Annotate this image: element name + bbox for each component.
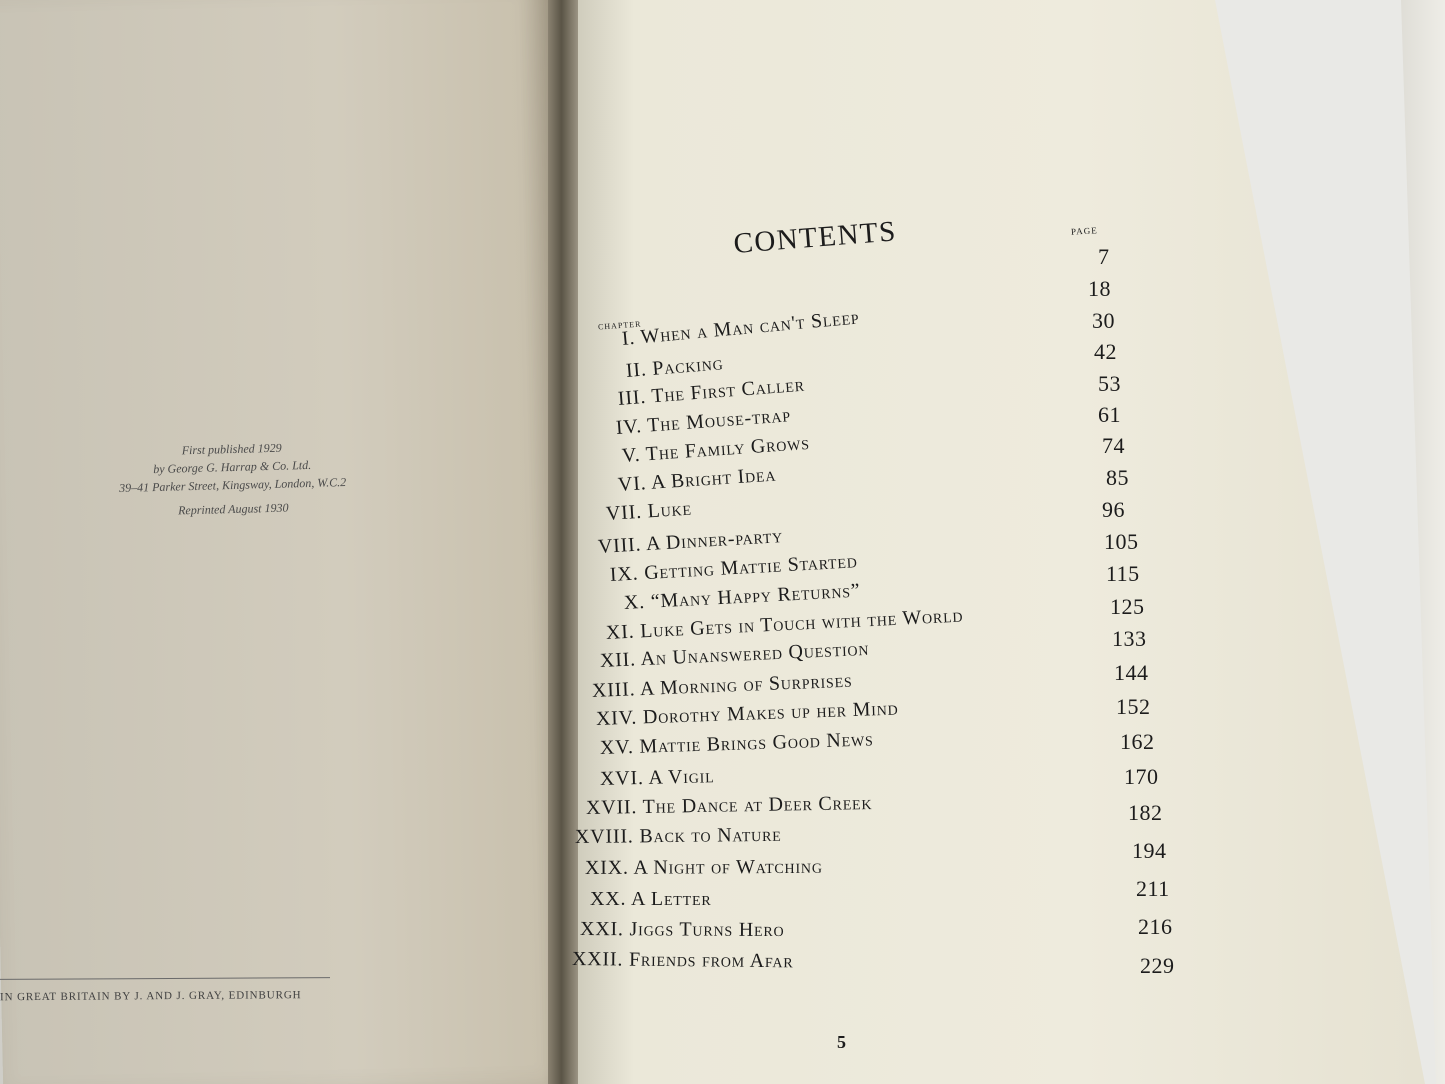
toc-chapter-number: XIX. (584, 856, 634, 879)
toc-page-number: 42 (1094, 339, 1117, 364)
toc-page-number: 229 (1140, 953, 1175, 978)
toc-page-number: 105 (1104, 529, 1139, 554)
toc-entry (623, 580, 861, 615)
toc-chapter-number: V. (621, 443, 647, 467)
toc-chapter-number: X. (623, 590, 652, 614)
toc-chapter-number: II. (625, 357, 654, 382)
toc-chapter-number: XX. (590, 888, 631, 910)
toc-chapter-number: VI. (617, 471, 652, 496)
toc-chapter-title: Luke (646, 497, 693, 523)
toc-entry (590, 888, 712, 911)
toc-chapter-number: XXI. (579, 918, 630, 941)
toc-chapter-title: When a Man can't Sleep (639, 306, 861, 349)
toc-chapter-number: XV. (599, 735, 640, 759)
toc-page-number: 182 (1128, 800, 1163, 825)
imprint-line: 39–41 Parker Street, Kingsway, London, W.C.2 (118, 475, 347, 495)
toc-chapter-title: A Bright Idea (650, 463, 777, 494)
toc-page-number: 115 (1106, 561, 1140, 586)
toc-entry (592, 670, 853, 703)
toc-chapter-title: An Unanswered Question (640, 637, 870, 671)
toc-chapter-number: III. (617, 385, 653, 410)
toc-page-number: 194 (1132, 838, 1167, 863)
toc-chapter-title: The Dance at Deer Creek (642, 792, 873, 819)
printer-line: IN GREAT BRITAIN BY J. AND J. GRAY, EDINBURGH (0, 989, 302, 1004)
toc-page-number: 216 (1138, 914, 1173, 939)
toc-chapter-number: XIV. (595, 706, 644, 730)
contents-title: CONTENTS (732, 215, 898, 261)
toc-entry (597, 525, 783, 559)
toc-page-number: 170 (1124, 764, 1159, 789)
toc-page-number: 53 (1098, 371, 1121, 396)
toc-chapter-number: IX. (609, 562, 645, 586)
chapter-column-header: CHAPTER (597, 319, 642, 332)
toc-page-number: 85 (1106, 465, 1129, 490)
toc-chapter-number: IV. (615, 414, 649, 439)
toc-chapter-title: Mattie Brings Good News (639, 728, 874, 758)
toc-chapter-number: VII. (605, 500, 649, 525)
toc-chapter-number: XVI. (599, 766, 649, 790)
toc-page-number: 18 (1088, 276, 1111, 301)
toc-entry (580, 918, 785, 942)
toc-page-number: 7 (1098, 244, 1110, 269)
toc-page-number: 162 (1120, 729, 1155, 754)
toc-page-number: 74 (1102, 433, 1125, 458)
imprint-line: Reprinted August 1930 (177, 500, 289, 518)
toc-page-number: 30 (1092, 308, 1115, 333)
toc-entry (625, 352, 724, 383)
toc-chapter-title: The Mouse-trap (646, 404, 792, 437)
toc-chapter-title: Luke Gets in Touch with the World (639, 604, 964, 643)
toc-page-number: 96 (1102, 497, 1125, 522)
imprint-line: by George G. Harrap & Co. Ltd. (153, 457, 312, 477)
page-column-header: PAGE (1070, 225, 1098, 237)
toc-page-number: 133 (1112, 626, 1147, 651)
toc-entry (585, 856, 823, 880)
toc-chapter-number: VIII. (597, 533, 647, 558)
toc-chapter-number: XVIII. (574, 825, 640, 848)
toc-chapter-title: Dorothy Makes up her Mind (642, 697, 899, 729)
toc-chapter-number: XIII. (591, 678, 641, 702)
toc-page-number: 211 (1136, 876, 1170, 901)
toc-entry (575, 824, 782, 849)
page-number: 5 (837, 1032, 846, 1052)
imprint-line: First published 1929 (181, 440, 282, 458)
toc-chapter-title: A Letter (630, 888, 712, 910)
toc-entry (621, 306, 860, 351)
toc-chapter-number: XI. (605, 620, 641, 644)
toc-chapter-title: A Morning of Surprises (639, 669, 853, 701)
toc-chapter-number: XXII. (571, 948, 630, 971)
toc-chapter-title: Friends from Afar (628, 948, 794, 973)
toc-entry (596, 697, 899, 731)
toc-chapter-title: “Many Happy Returns” (650, 579, 861, 613)
toc-chapter-title: Jiggs Turns Hero (629, 918, 785, 942)
toc-chapter-title: Getting Mattie Started (643, 550, 859, 585)
toc-chapter-title: A Night of Watching (633, 855, 823, 879)
toc-chapter-number: XII. (599, 648, 642, 672)
toc-entry (572, 948, 794, 973)
toc-entry (617, 464, 777, 497)
toc-chapter-title: The Family Grows (645, 431, 811, 466)
toc-chapter-title: A Dinner-party (645, 525, 784, 556)
toc-entry (605, 498, 692, 526)
toc-chapter-number: XVII. (585, 796, 643, 819)
toc-page-number: 125 (1110, 594, 1145, 619)
toc-chapter-title: The First Caller (650, 373, 806, 408)
toc-chapter-number: I. (620, 326, 642, 350)
toc-chapter-title: Packing (651, 352, 725, 380)
toc-page-number: 144 (1114, 660, 1149, 685)
toc-entry (600, 728, 874, 760)
toc-chapter-title: A Vigil (648, 765, 715, 789)
toc-page-number: 152 (1116, 694, 1151, 719)
toc-page-number: 61 (1098, 402, 1121, 427)
toc-entry (600, 765, 715, 791)
toc-chapter-title: Back to Nature (639, 823, 782, 848)
toc-entry (586, 792, 873, 820)
